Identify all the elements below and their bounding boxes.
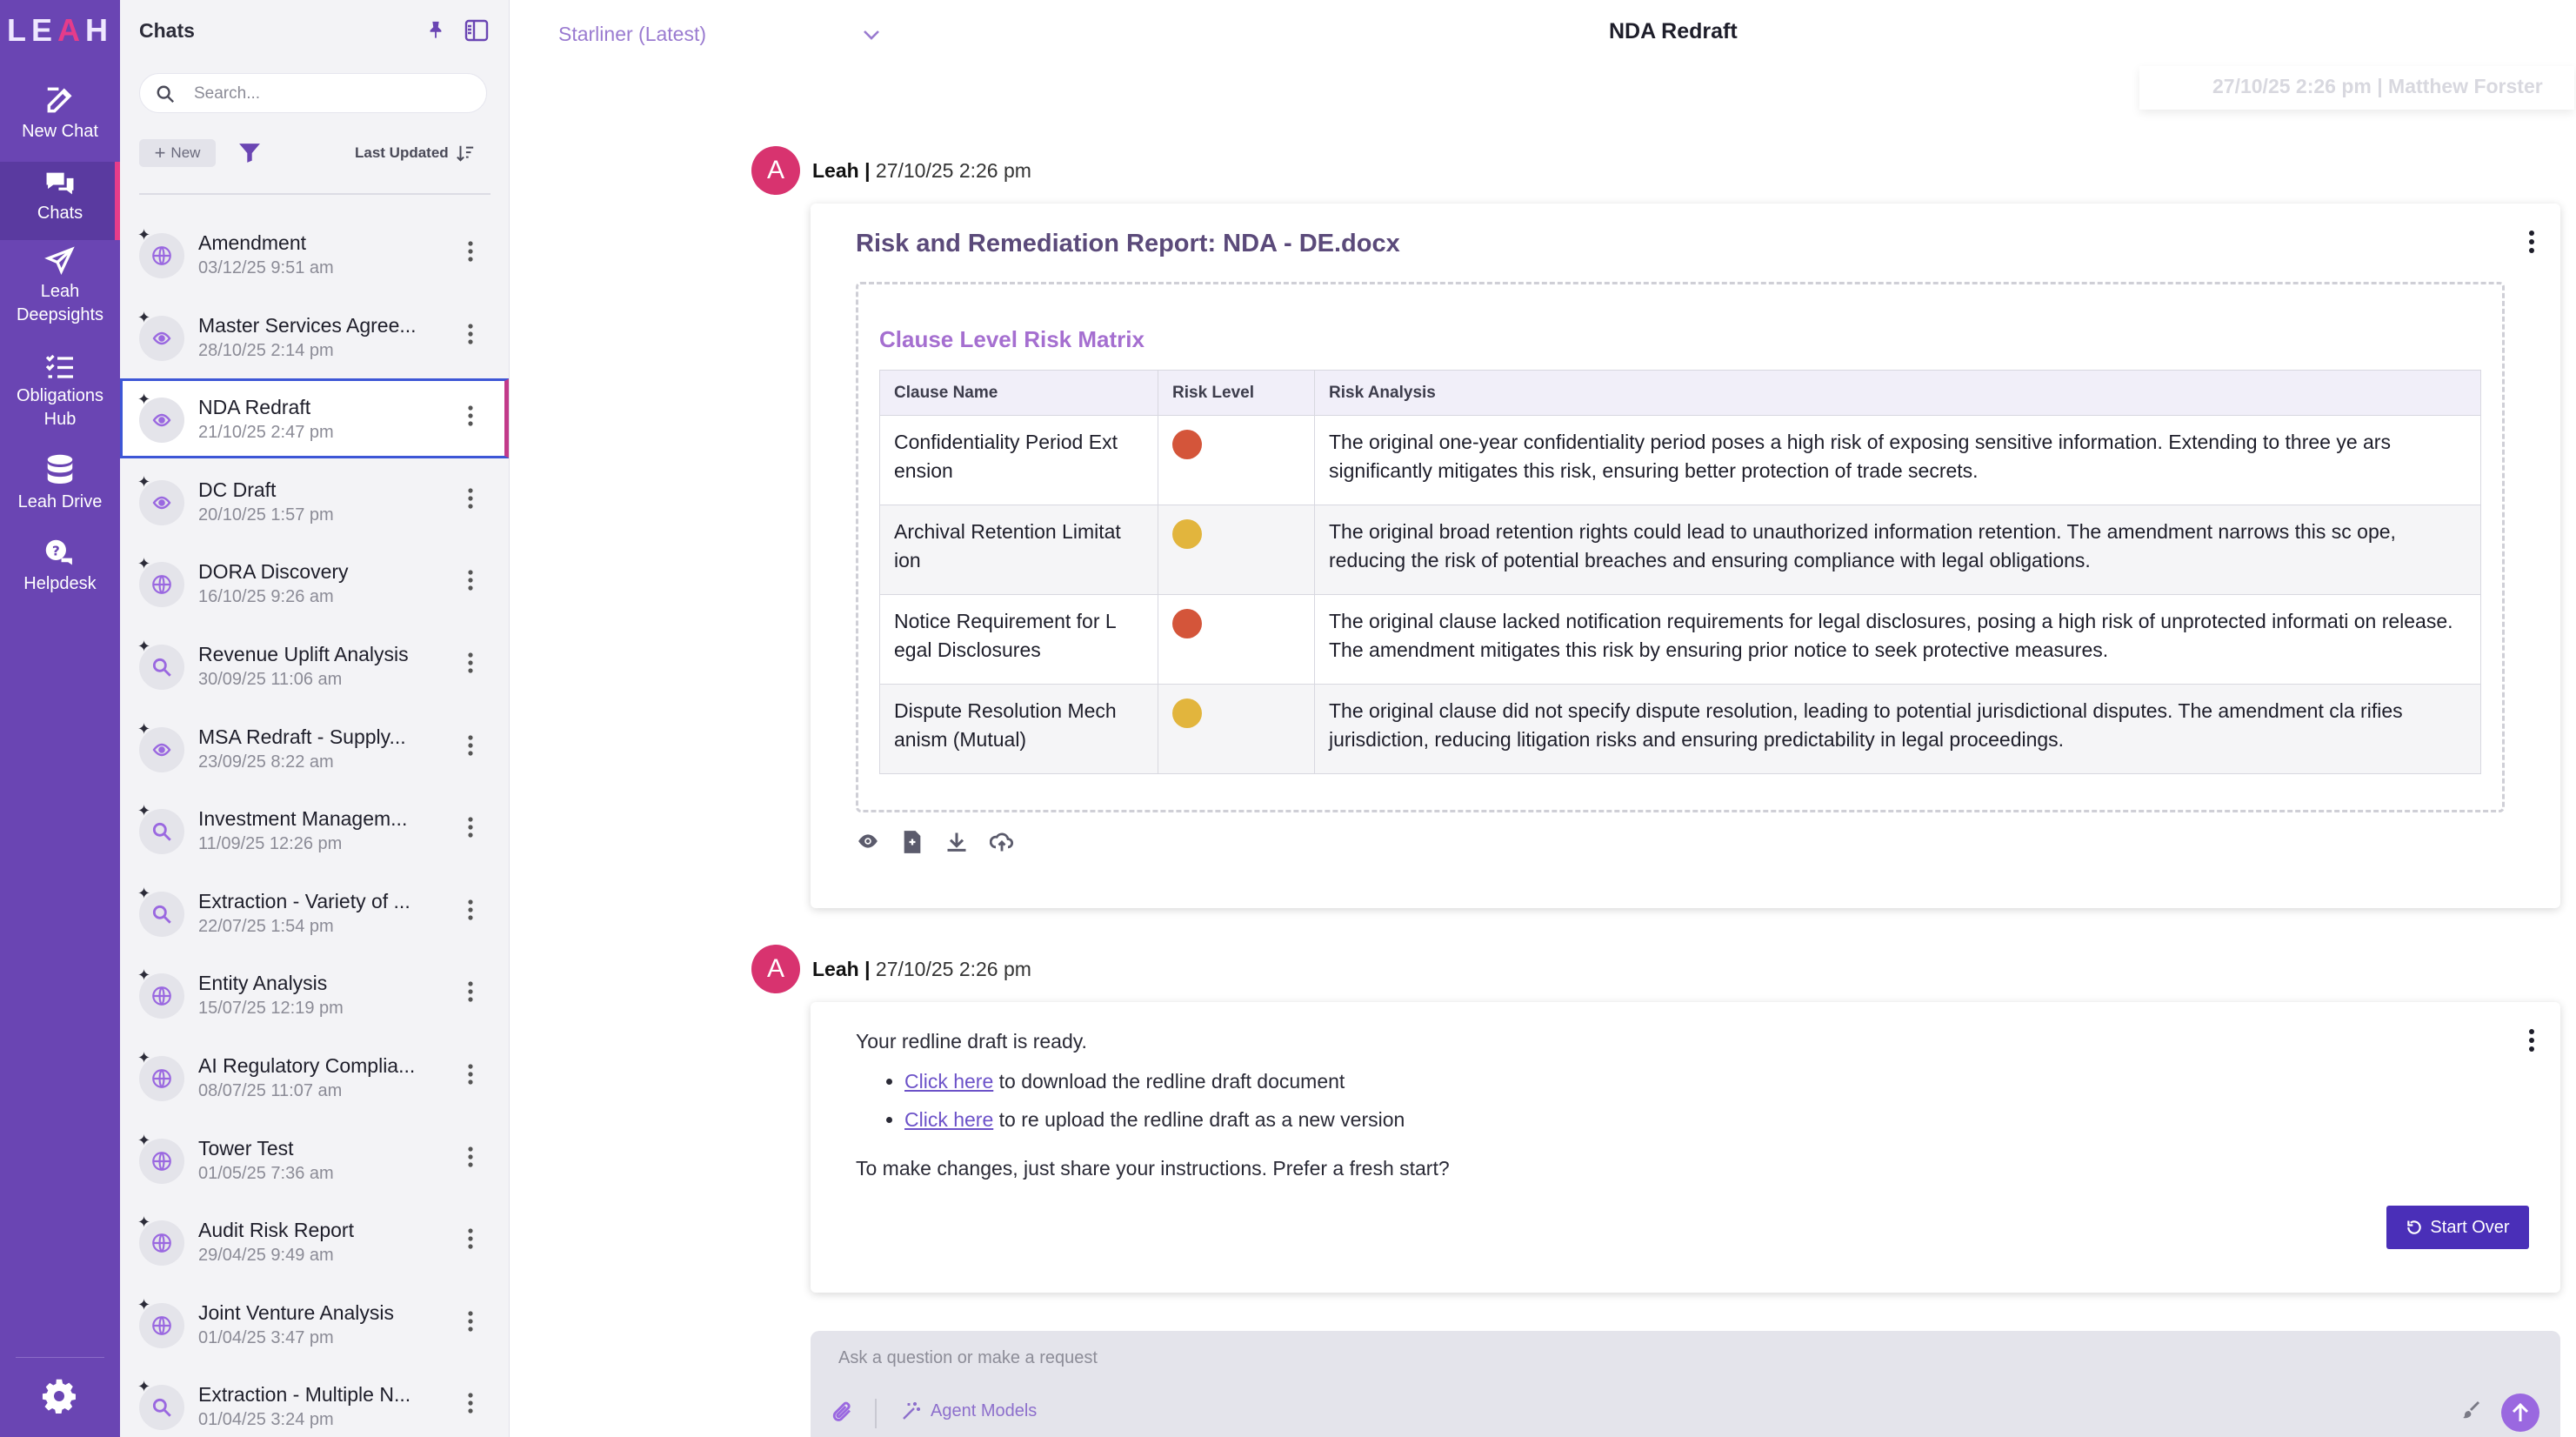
chat-list-item[interactable] bbox=[120, 708, 510, 788]
rail-leah-drive[interactable] bbox=[0, 454, 120, 525]
reupload-redline-text: to re upload the redline draft as a new version bbox=[993, 1108, 1405, 1131]
sparkle-icon: ✦ bbox=[137, 966, 151, 985]
rail-divider bbox=[16, 1357, 104, 1358]
redline-intro: Your redline draft is ready. bbox=[856, 1030, 1087, 1053]
chat-menu-icon[interactable] bbox=[466, 980, 475, 1007]
message-2-meta: Leah | 27/10/25 2:26 pm bbox=[812, 957, 1031, 980]
chat-menu-icon[interactable] bbox=[466, 1146, 475, 1173]
chat-menu-icon[interactable] bbox=[466, 1392, 475, 1419]
chat-date: 23/09/25 8:22 am bbox=[198, 752, 334, 772]
rail-obligations-label-1: Obligations bbox=[16, 386, 104, 405]
report-actions bbox=[856, 830, 1014, 859]
sparkle-icon: ✦ bbox=[137, 1378, 151, 1396]
chat-list-item[interactable] bbox=[120, 790, 510, 870]
new-chat-button[interactable] bbox=[139, 139, 216, 167]
rail-helpdesk[interactable] bbox=[0, 539, 120, 611]
rail-obligations-hub[interactable] bbox=[0, 351, 120, 447]
chat-title: MSA Redraft - Supply... bbox=[198, 725, 406, 748]
chat-list-item[interactable] bbox=[120, 872, 510, 952]
chat-panel-title: Chats bbox=[139, 19, 195, 42]
risk-high-indicator bbox=[1172, 609, 1202, 638]
previous-message-meta: 27/10/25 2:26 pm | Matthew Forster bbox=[2139, 66, 2574, 110]
chat-search[interactable] bbox=[139, 73, 487, 113]
risk-level-cell bbox=[1158, 595, 1315, 685]
sparkle-icon: ✦ bbox=[137, 1131, 151, 1149]
report-card bbox=[811, 204, 2560, 908]
risk-analysis-cell: The original clause did not specify dispute resolution, leading to potential jurisdictional disputes. The amendment cla rifies jurisdiction, reducing litigation risks and ensuring predictability in legal proceedings. bbox=[1315, 685, 2481, 774]
sort-desc-icon bbox=[456, 144, 475, 163]
chat-list-item[interactable] bbox=[120, 625, 510, 705]
message-input[interactable] bbox=[838, 1348, 2404, 1378]
chat-title: Audit Risk Report bbox=[198, 1219, 354, 1242]
chat-date: 01/04/25 3:47 pm bbox=[198, 1327, 334, 1347]
chat-list-item[interactable] bbox=[120, 461, 510, 541]
chat-menu-icon[interactable] bbox=[466, 652, 475, 678]
magic-wand-icon bbox=[901, 1400, 922, 1421]
chat-list-item[interactable] bbox=[120, 954, 510, 1034]
chat-menu-icon[interactable] bbox=[466, 899, 475, 926]
chat-list-item[interactable] bbox=[120, 1366, 510, 1437]
chat-date: 29/04/25 9:49 am bbox=[198, 1246, 334, 1266]
chat-title: Tower Test bbox=[198, 1136, 294, 1160]
arrow-up-icon bbox=[2511, 1402, 2530, 1423]
chat-title: Extraction - Multiple N... bbox=[198, 1383, 411, 1407]
rail-obligations-label-2: Hub bbox=[43, 410, 77, 429]
agent-models-label: Agent Models bbox=[931, 1400, 1038, 1420]
redline-card-menu-icon[interactable] bbox=[2527, 1028, 2536, 1057]
chat-date: 28/10/25 2:14 pm bbox=[198, 340, 334, 360]
search-icon bbox=[156, 84, 175, 104]
sparkle-icon: ✦ bbox=[137, 391, 151, 409]
chat-date: 16/10/25 9:26 am bbox=[198, 587, 334, 607]
chat-menu-icon[interactable] bbox=[466, 323, 475, 350]
chat-date: 30/09/25 11:06 am bbox=[198, 670, 343, 689]
chat-date: 21/10/25 2:47 pm bbox=[198, 423, 334, 443]
send-icon bbox=[44, 245, 76, 277]
filter-icon[interactable] bbox=[238, 143, 261, 168]
chat-menu-icon[interactable] bbox=[466, 404, 475, 431]
clause-name-cell: Archival Retention Limitat ion bbox=[880, 505, 1158, 595]
sparkle-icon: ✦ bbox=[137, 638, 151, 655]
document-icon[interactable] bbox=[901, 830, 924, 859]
message-1-timestamp: 27/10/25 2:26 pm bbox=[875, 158, 1031, 182]
column-header-risk-level: Risk Level bbox=[1158, 371, 1315, 416]
model-selector[interactable]: Starliner (Latest) bbox=[558, 23, 707, 45]
chat-date: 15/07/25 12:19 pm bbox=[198, 999, 344, 1019]
message-1-meta: Leah | 27/10/25 2:26 pm bbox=[812, 158, 1031, 182]
chat-date: 11/09/25 12:26 pm bbox=[198, 834, 343, 854]
download-icon[interactable] bbox=[944, 830, 969, 859]
chat-list-item[interactable] bbox=[120, 1037, 510, 1117]
pin-icon[interactable] bbox=[426, 19, 445, 44]
column-header-risk-analysis: Risk Analysis bbox=[1315, 371, 2481, 416]
chat-date: 03/12/25 9:51 am bbox=[198, 258, 334, 277]
checklist-icon bbox=[44, 351, 76, 381]
chat-list-item[interactable] bbox=[120, 214, 510, 294]
redline-links bbox=[880, 1070, 1405, 1146]
eye-icon[interactable] bbox=[856, 830, 880, 859]
rail-new-chat[interactable] bbox=[0, 84, 120, 155]
sparkle-icon: ✦ bbox=[137, 308, 151, 326]
risk-high-indicator bbox=[1172, 430, 1202, 459]
rail-chats[interactable] bbox=[0, 162, 120, 240]
chat-menu-icon[interactable] bbox=[466, 569, 475, 596]
rail-helpdesk-label: Helpdesk bbox=[23, 574, 97, 593]
new-chat-button-label: New bbox=[170, 144, 201, 161]
chat-menu-icon[interactable] bbox=[466, 1310, 475, 1337]
chat-title: DC Draft bbox=[198, 478, 277, 501]
chevron-down-icon[interactable] bbox=[861, 26, 882, 48]
risk-matrix-row bbox=[880, 685, 2481, 774]
chat-menu-icon[interactable] bbox=[466, 1063, 475, 1090]
chat-list-item[interactable] bbox=[120, 378, 510, 458]
risk-analysis-cell: The original one-year confidentiality period poses a high risk of exposing sensitive information. Extending to three ye ars significantly mitigates this risk, ensuring better protection of trade secrets. bbox=[1315, 416, 2481, 505]
clause-name-cell: Notice Requirement for L egal Disclosures bbox=[880, 595, 1158, 685]
composer-divider bbox=[875, 1399, 877, 1428]
clause-name-cell: Confidentiality Period Ext ension bbox=[880, 416, 1158, 505]
chat-title: Investment Managem... bbox=[198, 807, 408, 831]
clause-name-cell: Dispute Resolution Mech anism (Mutual) bbox=[880, 685, 1158, 774]
leah-avatar: A bbox=[751, 945, 800, 993]
chat-title: Master Services Agree... bbox=[198, 313, 417, 337]
chat-bubbles-icon bbox=[43, 169, 77, 198]
risk-matrix-table bbox=[879, 370, 2481, 774]
composer bbox=[811, 1331, 2560, 1437]
rail-deepsights-label-1: Leah bbox=[40, 282, 80, 301]
message-2-header bbox=[751, 945, 1031, 993]
redline-reupload-item bbox=[904, 1108, 1405, 1132]
collapse-panel-icon[interactable] bbox=[464, 19, 489, 46]
sort-label: Last Updated bbox=[355, 144, 449, 161]
upload-cloud-icon[interactable] bbox=[990, 830, 1014, 859]
download-redline-text: to download the redline draft document bbox=[993, 1070, 1345, 1093]
risk-level-cell bbox=[1158, 685, 1315, 774]
chat-date: 01/04/25 3:24 pm bbox=[198, 1410, 334, 1430]
rail-deepsights-label-2: Deepsights bbox=[16, 305, 104, 324]
sparkle-icon: ✦ bbox=[137, 1295, 151, 1313]
report-card-menu-icon[interactable] bbox=[2527, 230, 2536, 258]
chat-list-item[interactable] bbox=[120, 1284, 510, 1364]
column-header-clause: Clause Name bbox=[880, 371, 1158, 416]
chat-title: NDA Redraft bbox=[198, 396, 311, 419]
app-rail bbox=[0, 0, 120, 1437]
chat-main bbox=[510, 0, 2576, 1437]
sort-control[interactable] bbox=[355, 144, 475, 163]
sparkle-icon: ✦ bbox=[137, 472, 151, 491]
leah-logo: LEAH bbox=[6, 12, 113, 48]
paperclip-icon[interactable] bbox=[831, 1399, 856, 1431]
chat-date: 20/10/25 1:57 pm bbox=[198, 505, 334, 525]
risk-matrix-row bbox=[880, 416, 2481, 505]
message-1-author: Leah bbox=[812, 158, 859, 182]
risk-matrix-row bbox=[880, 505, 2481, 595]
leah-avatar: A bbox=[751, 146, 800, 195]
risk-matrix-body bbox=[880, 416, 2481, 774]
chat-menu-icon[interactable] bbox=[466, 1227, 475, 1254]
risk-matrix-header-row bbox=[880, 371, 2481, 416]
report-content-frame bbox=[856, 282, 2505, 812]
chat-date: 08/07/25 11:07 am bbox=[198, 1081, 343, 1100]
message-1-header bbox=[751, 146, 1031, 195]
send-button[interactable] bbox=[2501, 1394, 2539, 1432]
message-2-timestamp: 27/10/25 2:26 pm bbox=[875, 957, 1031, 980]
chat-date: 01/05/25 7:36 am bbox=[198, 1163, 334, 1183]
rail-chats-label: Chats bbox=[37, 204, 83, 223]
gear-icon bbox=[42, 1379, 77, 1414]
settings-button[interactable] bbox=[42, 1379, 77, 1418]
risk-level-cell bbox=[1158, 416, 1315, 505]
sparkle-icon: ✦ bbox=[137, 802, 151, 820]
redline-card bbox=[811, 1002, 2560, 1293]
redline-download-item bbox=[904, 1070, 1405, 1093]
help-chat-icon bbox=[43, 539, 77, 569]
sparkle-icon: ✦ bbox=[137, 555, 151, 573]
chat-list-item[interactable] bbox=[120, 1120, 510, 1200]
chat-date: 22/07/25 1:54 pm bbox=[198, 916, 334, 936]
restart-icon bbox=[2406, 1219, 2423, 1236]
sparkle-icon: ✦ bbox=[137, 719, 151, 738]
agent-models-button[interactable] bbox=[901, 1400, 1037, 1421]
chat-menu-icon[interactable] bbox=[466, 816, 475, 843]
edit-icon bbox=[43, 84, 77, 117]
brush-icon[interactable] bbox=[2461, 1400, 2482, 1426]
chat-title: Extraction - Variety of ... bbox=[198, 889, 410, 912]
plus-icon: + bbox=[154, 142, 166, 164]
start-over-button[interactable] bbox=[2386, 1206, 2529, 1249]
chat-list-panel bbox=[120, 0, 510, 1437]
sparkle-icon: ✦ bbox=[137, 1049, 151, 1066]
reupload-redline-link[interactable]: Click here bbox=[904, 1108, 994, 1131]
chat-menu-icon[interactable] bbox=[466, 734, 475, 761]
risk-matrix-title: Clause Level Risk Matrix bbox=[879, 326, 1145, 352]
risk-analysis-cell: The original clause lacked notification requirements for legal disclosures, posing a high risk of unprotected informati on release. The amendment mitigates this risk by ensuring prior notice to seek protective measures. bbox=[1315, 595, 2481, 685]
database-icon bbox=[45, 454, 75, 487]
risk-level-cell bbox=[1158, 505, 1315, 595]
chat-list-item[interactable] bbox=[120, 297, 510, 377]
chat-title: Amendment bbox=[198, 231, 307, 254]
redline-outro: To make changes, just share your instructions. Prefer a fresh start? bbox=[856, 1157, 1450, 1180]
page-title: NDA Redraft bbox=[1609, 19, 1738, 43]
rail-leah-drive-label: Leah Drive bbox=[17, 492, 103, 511]
rail-leah-deepsights[interactable] bbox=[0, 245, 120, 341]
chat-title: Revenue Uplift Analysis bbox=[198, 643, 409, 665]
chat-menu-icon[interactable] bbox=[466, 487, 475, 514]
start-over-label: Start Over bbox=[2430, 1217, 2510, 1237]
chat-menu-icon[interactable] bbox=[466, 240, 475, 267]
download-redline-link[interactable]: Click here bbox=[904, 1070, 994, 1093]
sparkle-icon: ✦ bbox=[137, 226, 151, 244]
chat-title: Entity Analysis bbox=[198, 972, 328, 995]
chat-list-item[interactable] bbox=[120, 543, 510, 623]
message-2-author: Leah bbox=[812, 957, 859, 980]
rail-new-chat-label: New Chat bbox=[22, 122, 98, 141]
chat-list-item[interactable] bbox=[120, 1201, 510, 1281]
risk-matrix-row bbox=[880, 595, 2481, 685]
chat-title: Joint Venture Analysis bbox=[198, 1300, 395, 1324]
risk-medium-indicator bbox=[1172, 698, 1202, 728]
chat-title: DORA Discovery bbox=[198, 560, 349, 584]
sparkle-icon: ✦ bbox=[137, 1213, 151, 1232]
search-input[interactable] bbox=[194, 81, 472, 107]
chat-panel-divider bbox=[139, 193, 491, 195]
chat-title: AI Regulatory Complia... bbox=[198, 1054, 416, 1077]
risk-medium-indicator bbox=[1172, 519, 1202, 549]
risk-analysis-cell: The original broad retention rights could lead to unauthorized information retention. The amendment narrows this sc ope, reducing the risk of potential breaches and ensuring compliance with legal obligations. bbox=[1315, 505, 2481, 595]
report-title: Risk and Remediation Report: NDA - DE.docx bbox=[856, 230, 1400, 257]
sparkle-icon: ✦ bbox=[137, 884, 151, 902]
svg-text:?: ? bbox=[51, 543, 60, 559]
